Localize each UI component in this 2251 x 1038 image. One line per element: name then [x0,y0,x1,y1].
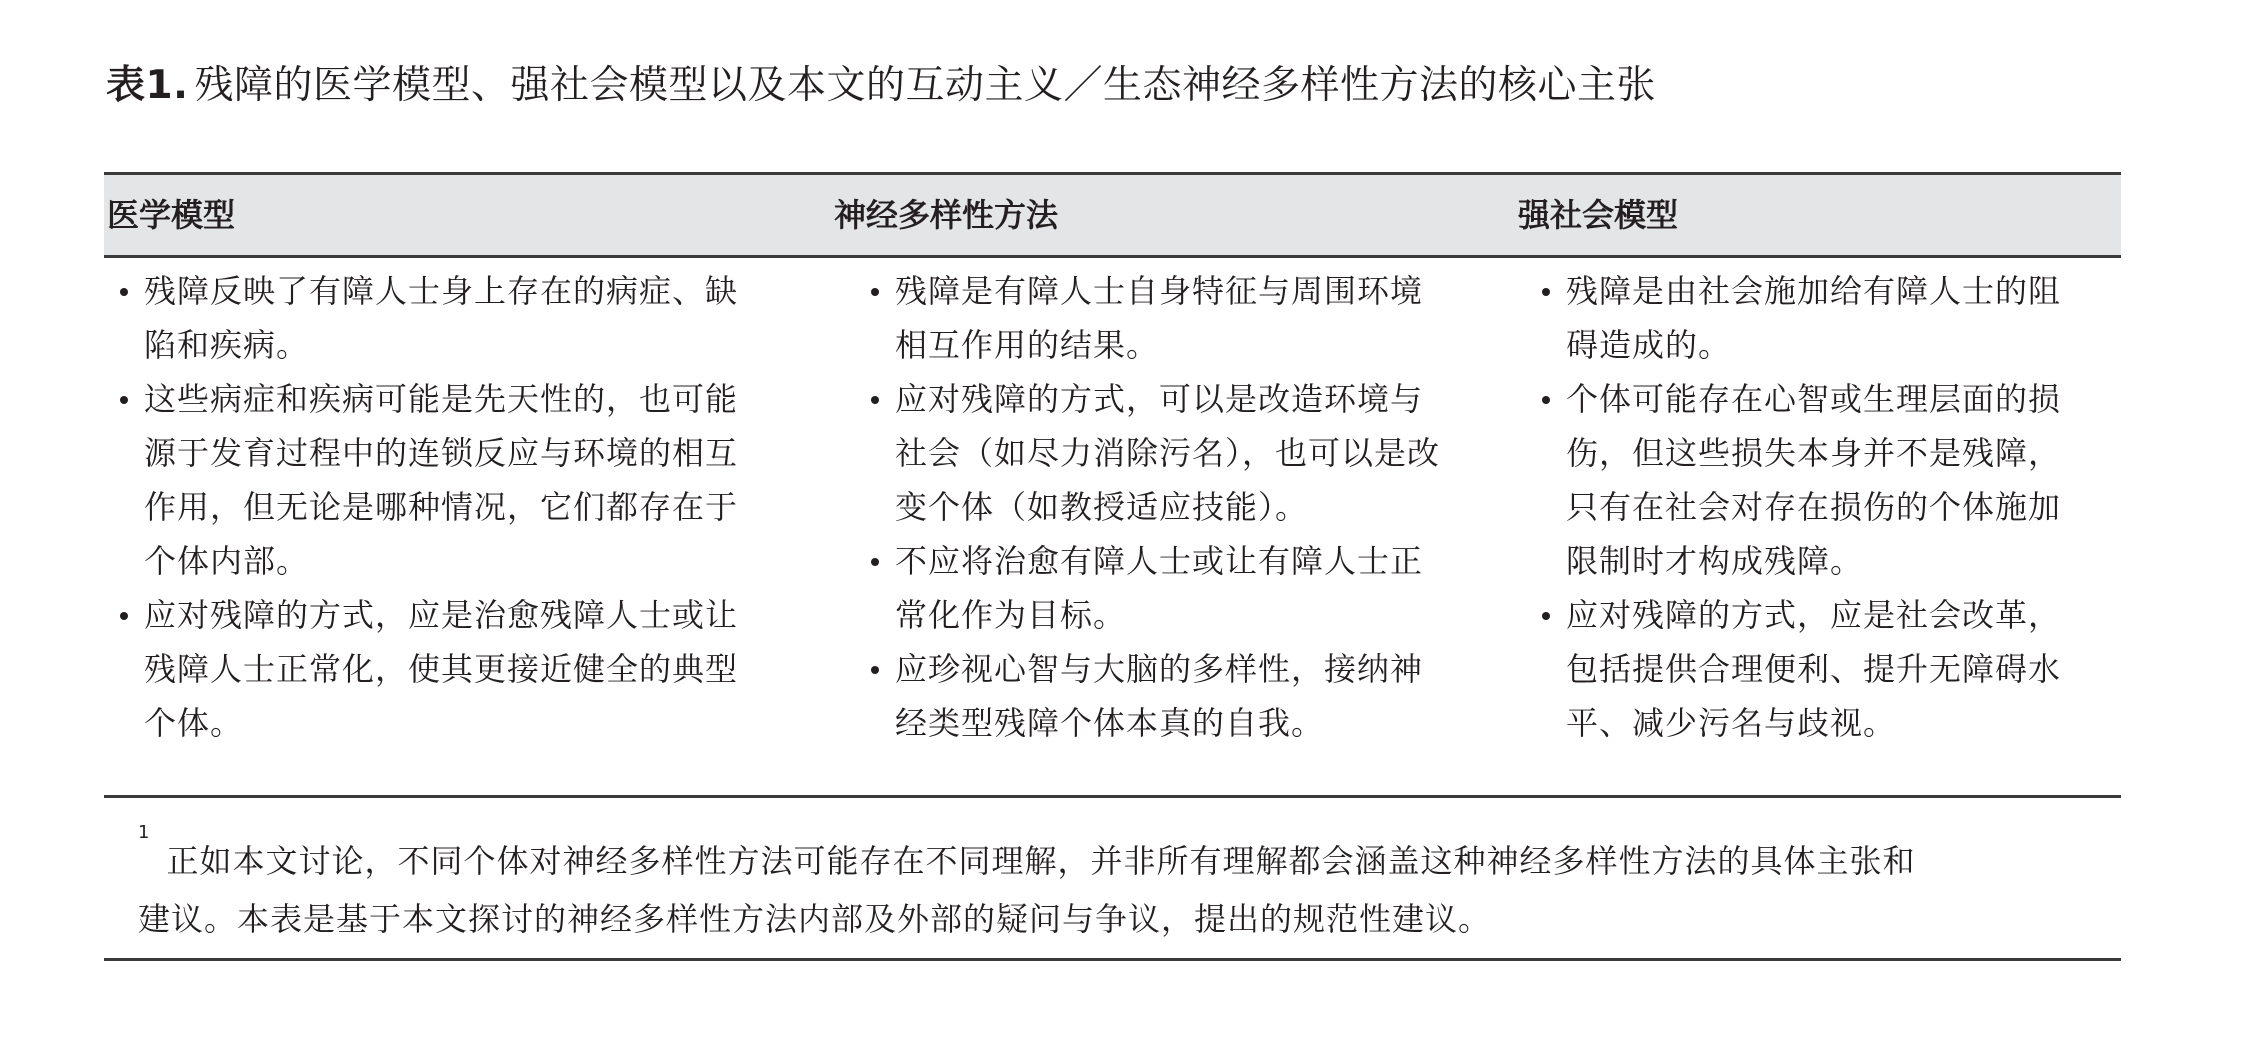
list-item: 残障是有障人士自身特征与周围环境 相互作用的结果。 [855,264,1535,372]
bullet-icon [1542,612,1550,620]
list-item: 应对残障的方式，应是社会改革， 包括提供合理便利、提升无障碍水 平、减少污名与歧视。 [1526,588,2126,750]
list-item: 应对残障的方式，应是治愈残障人士或让 残障人士正常化，使其更接近健全的典型 个体。 [104,588,804,750]
list-item: 残障反映了有障人士身上存在的病症、缺 陷和疾病。 [104,264,804,372]
bullet-icon [1542,288,1550,296]
table-header-row [104,172,2121,258]
bullet-icon [871,666,879,674]
list-item: 这些病症和疾病可能是先天性的，也可能 源于发育过程中的连锁反应与环境的相互 作用，但无论是哪种情况，它们都存在于 个体内部。 [104,372,804,588]
table-caption [106,62,1656,110]
bullet-icon [871,288,879,296]
footnote-line-2: 建议。本表是基于本文探讨的神经多样性方法内部及外部的疑问与争议，提出的规范性建议。 [138,900,1492,938]
bullet-icon [1542,396,1550,404]
table-title: 残障的医学模型、强社会模型以及本文的互动主义／生态神经多样性方法的核心主张 [194,63,1656,108]
list-item: 不应将治愈有障人士或让有障人士正 常化作为目标。 [855,534,1535,642]
table-divider [104,795,2121,798]
bullet-icon [120,288,128,296]
column-neurodiversity-approach [855,264,1535,750]
list-item: 个体可能存在心智或生理层面的损 伤，但这些损失本身并不是残障， 只有在社会对存在损伤的个体施加 限制时才构成残障。 [1526,372,2126,588]
bullet-icon [871,396,879,404]
bullet-icon [871,558,879,566]
column-medical-model [104,264,804,750]
footnote-marker: 1 [138,822,151,843]
table-bottom-rule [104,958,2121,961]
bullet-icon [120,396,128,404]
table-footnote [138,822,2118,948]
table-body-row [104,258,2121,796]
header-medical-model: 医学模型 [107,196,236,234]
comparison-table [104,172,2121,796]
bullet-icon [120,612,128,620]
footnote-line-1: 正如本文讨论，不同个体对神经多样性方法可能存在不同理解，并非所有理解都会涵盖这种神经多样性方法的具体主张和 [166,842,1916,880]
list-item: 应对残障的方式，可以是改造环境与 社会（如尽力消除污名），也可以是改 变个体（如教授适应技能）。 [855,372,1535,534]
table-number: 表1. [106,63,189,108]
list-item: 应珍视心智与大脑的多样性，接纳神 经类型残障个体本真的自我。 [855,642,1535,750]
list-item: 残障是由社会施加给有障人士的阻 碍造成的。 [1526,264,2126,372]
header-neurodiversity-approach: 神经多样性方法 [834,196,1059,234]
column-strong-social-model [1526,264,2126,750]
header-strong-social-model: 强社会模型 [1518,196,1679,234]
